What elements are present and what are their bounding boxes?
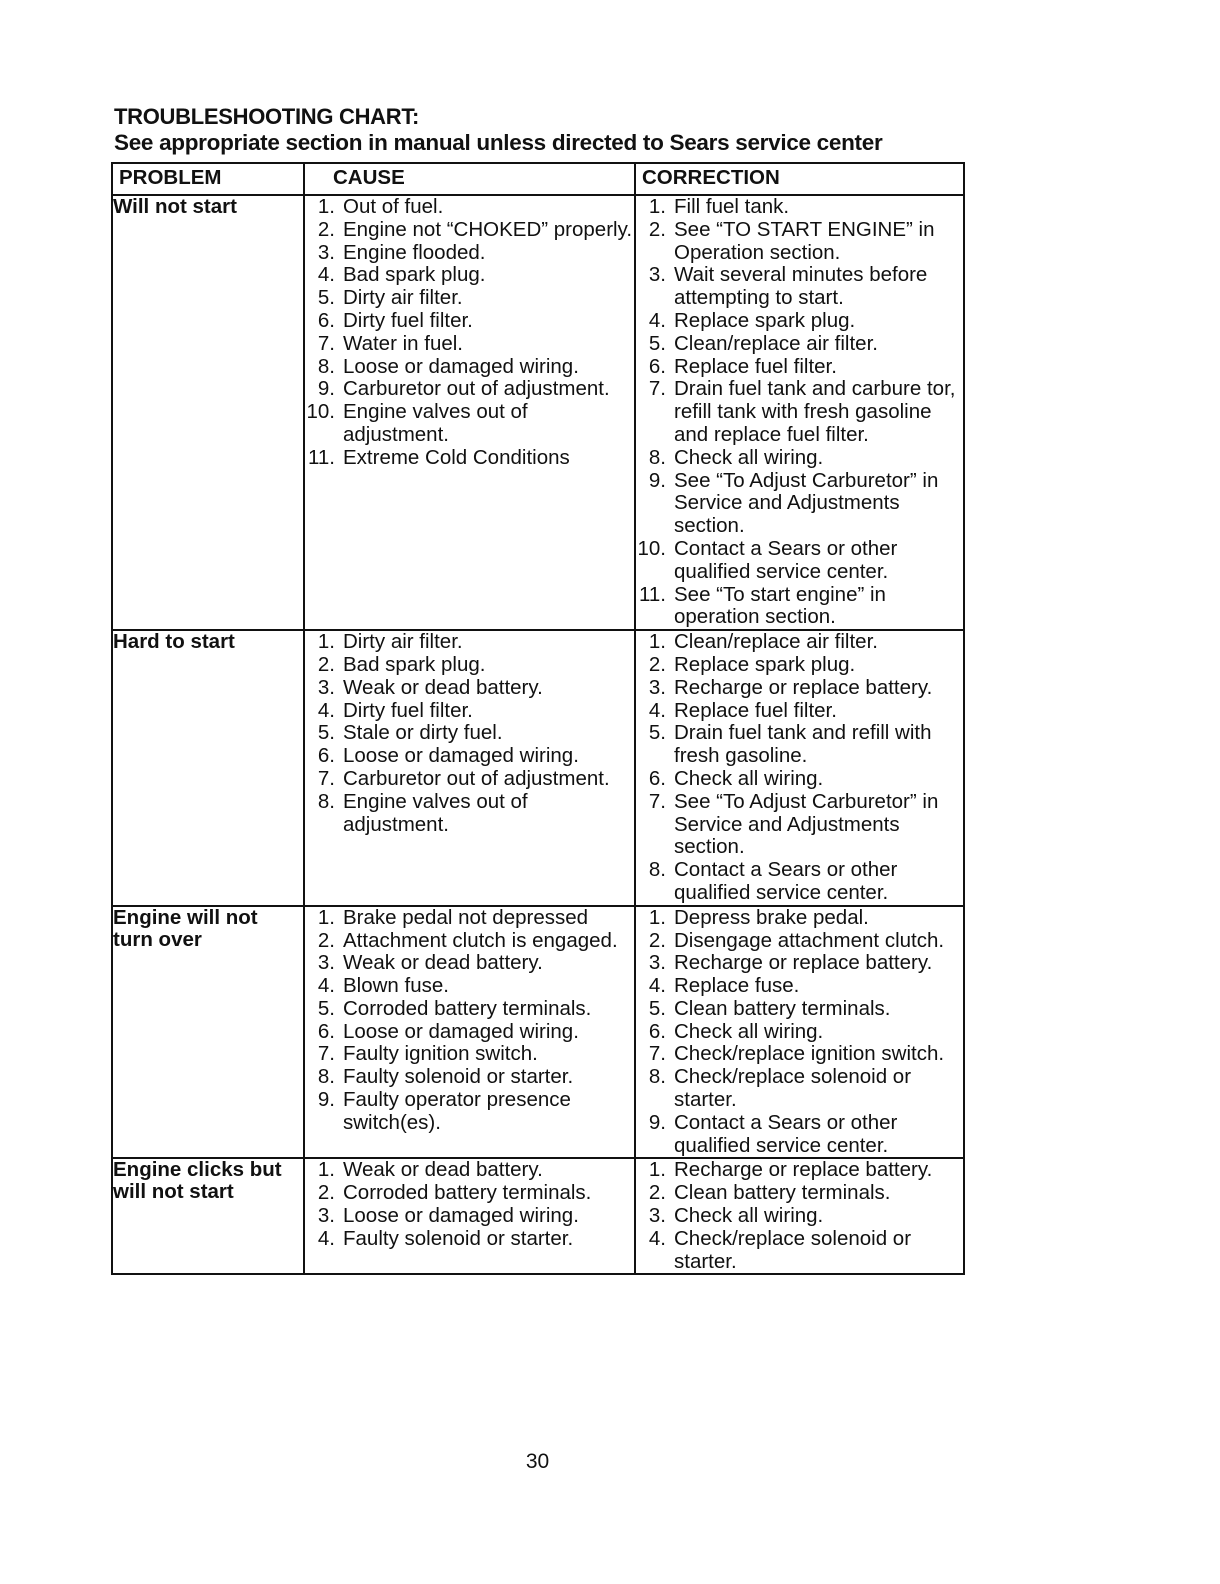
header-cause: CAUSE xyxy=(304,163,635,195)
item-number: 1. xyxy=(648,1158,666,1182)
item-text: Disengage attachment clutch. xyxy=(674,928,945,952)
item-text: Dirty fuel filter. xyxy=(343,698,473,722)
item-number: 6. xyxy=(648,766,666,790)
troubleshooting-table xyxy=(111,162,965,1275)
item-text: Corroded battery terminals. xyxy=(343,996,592,1020)
cause-item xyxy=(305,654,634,677)
item-text: Faulty solenoid or starter. xyxy=(343,1065,574,1089)
cause-item xyxy=(305,791,634,837)
cause-item xyxy=(305,196,634,219)
item-text: Faulty solenoid or starter. xyxy=(343,1226,574,1250)
item-number: 3. xyxy=(317,240,335,264)
problem-cell: Engine clicks but will not start xyxy=(112,1158,304,1274)
item-text: Blown fuse. xyxy=(343,974,449,998)
correction-item xyxy=(636,378,963,446)
correction-item xyxy=(636,1066,963,1112)
item-number: 5. xyxy=(317,286,335,310)
correction-item xyxy=(636,654,963,677)
item-text: Wait several minutes before attempting to start. xyxy=(674,263,928,310)
item-number: 4. xyxy=(648,308,666,332)
correction-item xyxy=(636,1182,963,1205)
chart-heading xyxy=(114,104,882,156)
item-number: 3. xyxy=(317,951,335,975)
item-text: See “To start engine” in operation section. xyxy=(674,582,886,629)
item-number: 5. xyxy=(648,331,666,355)
correction-item xyxy=(636,447,963,470)
item-text: Check all wiring. xyxy=(674,1204,824,1228)
correction-item xyxy=(636,907,963,930)
item-number: 7. xyxy=(317,331,335,355)
item-text: Recharge or replace battery. xyxy=(674,951,933,975)
item-text: Brake pedal not depressed xyxy=(343,905,589,929)
item-text: Faulty ignition switch. xyxy=(343,1042,538,1066)
item-text: Loose or damaged wiring. xyxy=(343,1204,579,1228)
item-text: Fill fuel tank. xyxy=(674,195,790,218)
item-text: Check all wiring. xyxy=(674,766,824,790)
item-number: 2. xyxy=(648,928,666,952)
page-number: 30 xyxy=(525,1450,550,1473)
item-number: 7. xyxy=(317,766,335,790)
item-text: Drain fuel tank and refill with fresh gasoline. xyxy=(674,721,932,768)
cause-item xyxy=(305,356,634,379)
item-text: Depress brake pedal. xyxy=(674,905,869,929)
cause-item xyxy=(305,745,634,768)
item-text: Carburetor out of adjustment. xyxy=(343,377,610,401)
item-number: 10. xyxy=(306,400,335,424)
correction-item xyxy=(636,219,963,265)
header-row xyxy=(112,163,964,195)
correction-item xyxy=(636,722,963,768)
item-number: 3. xyxy=(648,675,666,699)
item-number: 5. xyxy=(648,721,666,745)
correction-item xyxy=(636,1021,963,1044)
cause-item xyxy=(305,998,634,1021)
item-number: 4. xyxy=(648,698,666,722)
item-text: Drain fuel tank and carbure tor, refill tank with fresh gasoline and replace fuel filter. xyxy=(674,377,956,446)
cause-item xyxy=(305,219,634,242)
item-number: 6. xyxy=(648,354,666,378)
item-number: 1. xyxy=(317,630,335,654)
item-text: Check/replace ignition switch. xyxy=(674,1042,945,1066)
item-text: Attachment clutch is engaged. xyxy=(343,928,618,952)
correction-cell xyxy=(635,630,964,906)
item-number: 9. xyxy=(648,1110,666,1134)
item-text: Loose or damaged wiring. xyxy=(343,354,579,378)
item-number: 7. xyxy=(648,1042,666,1066)
item-number: 3. xyxy=(648,951,666,975)
item-text: Recharge or replace battery. xyxy=(674,1158,933,1182)
item-number: 2. xyxy=(648,217,666,241)
item-number: 7. xyxy=(648,789,666,813)
item-number: 3. xyxy=(317,1204,335,1228)
item-text: Out of fuel. xyxy=(343,195,444,218)
item-text: Weak or dead battery. xyxy=(343,951,543,975)
cause-item xyxy=(305,768,634,791)
cause-item xyxy=(305,1066,634,1089)
item-number: 9. xyxy=(317,1088,335,1112)
correction-item xyxy=(636,930,963,953)
correction-cell xyxy=(635,906,964,1159)
cause-item xyxy=(305,287,634,310)
cause-item xyxy=(305,401,634,447)
item-number: 6. xyxy=(648,1019,666,1043)
correction-item xyxy=(636,998,963,1021)
correction-item xyxy=(636,631,963,654)
problem-cell: Hard to start xyxy=(112,630,304,906)
cause-item xyxy=(305,677,634,700)
correction-item xyxy=(636,1205,963,1228)
item-number: 4. xyxy=(648,1226,666,1250)
item-text: Check/replace solenoid or starter. xyxy=(674,1065,912,1112)
item-text: Replace spark plug. xyxy=(674,652,856,676)
item-text: Replace fuel filter. xyxy=(674,354,837,378)
item-number: 1. xyxy=(648,630,666,654)
item-number: 4. xyxy=(317,698,335,722)
item-number: 3. xyxy=(648,263,666,287)
item-text: Check/replace solenoid or starter. xyxy=(674,1226,912,1273)
table-row xyxy=(112,195,964,630)
item-number: 11. xyxy=(308,445,335,469)
item-number: 9. xyxy=(317,377,335,401)
chart-title: TROUBLESHOOTING CHART: xyxy=(114,104,420,129)
correction-item xyxy=(636,1228,963,1274)
item-number: 3. xyxy=(317,675,335,699)
correction-item xyxy=(636,264,963,310)
item-number: 2. xyxy=(317,928,335,952)
item-number: 1. xyxy=(317,905,335,929)
item-number: 8. xyxy=(317,1065,335,1089)
item-text: Weak or dead battery. xyxy=(343,675,543,699)
item-number: 1. xyxy=(317,1158,335,1182)
item-number: 4. xyxy=(317,1226,335,1250)
item-number: 1. xyxy=(317,195,335,218)
item-text: See “To Adjust Carburetor” in Service and Adjustments section. xyxy=(674,468,939,538)
cause-item xyxy=(305,447,634,470)
item-text: Recharge or replace battery. xyxy=(674,675,933,699)
cause-item xyxy=(305,242,634,265)
item-number: 2. xyxy=(317,217,335,241)
item-text: Loose or damaged wiring. xyxy=(343,744,579,768)
correction-cell xyxy=(635,1158,964,1274)
cause-item xyxy=(305,333,634,356)
correction-item xyxy=(636,196,963,219)
item-number: 9. xyxy=(648,468,666,492)
item-number: 5. xyxy=(648,996,666,1020)
cause-item xyxy=(305,1021,634,1044)
item-text: Dirty air filter. xyxy=(343,286,463,310)
item-text: Loose or damaged wiring. xyxy=(343,1019,579,1043)
item-text: Contact a Sears or other qualified service center. xyxy=(674,1110,898,1157)
cause-item xyxy=(305,1043,634,1066)
item-number: 8. xyxy=(317,789,335,813)
correction-item xyxy=(636,1159,963,1182)
cause-item xyxy=(305,378,634,401)
correction-item xyxy=(636,700,963,723)
item-text: Engine valves out of adjustment. xyxy=(343,400,528,446)
table-body xyxy=(112,195,964,1274)
item-text: Carburetor out of adjustment. xyxy=(343,766,610,790)
item-number: 11. xyxy=(639,582,666,606)
item-text: Weak or dead battery. xyxy=(343,1158,543,1182)
item-text: Dirty air filter. xyxy=(343,630,463,654)
correction-item xyxy=(636,1112,963,1158)
correction-item xyxy=(636,859,963,905)
correction-item xyxy=(636,310,963,333)
table-row xyxy=(112,906,964,1159)
item-number: 2. xyxy=(648,1181,666,1205)
item-text: Clean/replace air filter. xyxy=(674,331,878,355)
item-text: Replace fuel filter. xyxy=(674,698,837,722)
cause-item xyxy=(305,722,634,745)
item-text: Contact a Sears or other qualified service center. xyxy=(674,858,898,904)
item-number: 2. xyxy=(317,1181,335,1205)
item-text: Check all wiring. xyxy=(674,1019,824,1043)
item-number: 10. xyxy=(637,536,666,560)
item-text: Clean/replace air filter. xyxy=(674,630,878,654)
item-number: 4. xyxy=(317,974,335,998)
item-number: 1. xyxy=(648,905,666,929)
item-text: Replace spark plug. xyxy=(674,308,856,332)
item-text: See “To Adjust Carburetor” in Service and Adjustments section. xyxy=(674,789,939,859)
item-text: Clean battery terminals. xyxy=(674,996,891,1020)
item-text: Faulty operator presence switch(es). xyxy=(343,1088,571,1134)
item-text: Bad spark plug. xyxy=(343,263,486,287)
item-text: Engine valves out of adjustment. xyxy=(343,789,528,836)
item-number: 3. xyxy=(648,1204,666,1228)
cause-cell xyxy=(304,630,635,906)
chart-subtitle: See appropriate section in manual unless directed to Sears service center xyxy=(114,130,883,155)
header-problem: PROBLEM xyxy=(112,163,304,195)
item-text: Engine flooded. xyxy=(343,240,486,264)
item-number: 4. xyxy=(317,263,335,287)
cause-item xyxy=(305,264,634,287)
cause-cell xyxy=(304,195,635,630)
item-number: 6. xyxy=(317,744,335,768)
correction-item xyxy=(636,470,963,538)
item-text: Engine not “CHOKED” properly. xyxy=(343,217,633,241)
cause-item xyxy=(305,952,634,975)
item-text: Extreme Cold Conditions xyxy=(343,445,570,469)
cause-item xyxy=(305,1205,634,1228)
cause-cell xyxy=(304,1158,635,1274)
table-row xyxy=(112,1158,964,1274)
item-number: 6. xyxy=(317,308,335,332)
item-text: See “TO START ENGINE” in Operation section. xyxy=(674,217,935,264)
item-text: Water in fuel. xyxy=(343,331,464,355)
cause-item xyxy=(305,907,634,930)
cause-cell xyxy=(304,906,635,1159)
correction-item xyxy=(636,768,963,791)
item-number: 8. xyxy=(648,445,666,469)
item-number: 2. xyxy=(317,652,335,676)
correction-item xyxy=(636,333,963,356)
cause-item xyxy=(305,975,634,998)
item-text: Corroded battery terminals. xyxy=(343,1181,592,1205)
correction-item xyxy=(636,538,963,584)
cause-item xyxy=(305,1159,634,1182)
item-number: 5. xyxy=(317,996,335,1020)
item-number: 1. xyxy=(648,195,666,218)
correction-item xyxy=(636,677,963,700)
item-text: Contact a Sears or other qualified service center. xyxy=(674,536,898,583)
item-number: 5. xyxy=(317,721,335,745)
cause-item xyxy=(305,1228,634,1251)
cause-item xyxy=(305,1182,634,1205)
problem-cell: Will not start xyxy=(112,195,304,630)
problem-cell: Engine will not turn over xyxy=(112,906,304,1159)
item-number: 4. xyxy=(648,974,666,998)
item-number: 7. xyxy=(648,377,666,401)
correction-item xyxy=(636,356,963,379)
item-text: Check all wiring. xyxy=(674,445,824,469)
table-row xyxy=(112,630,964,906)
item-text: Clean battery terminals. xyxy=(674,1181,891,1205)
cause-item xyxy=(305,631,634,654)
cause-item xyxy=(305,700,634,723)
item-number: 8. xyxy=(648,1065,666,1089)
cause-item xyxy=(305,310,634,333)
item-text: Replace fuse. xyxy=(674,974,800,998)
correction-cell xyxy=(635,195,964,630)
item-number: 8. xyxy=(317,354,335,378)
correction-item xyxy=(636,975,963,998)
correction-item xyxy=(636,791,963,859)
header-correction: CORRECTION xyxy=(635,163,964,195)
item-number: 2. xyxy=(648,652,666,676)
item-text: Dirty fuel filter. xyxy=(343,308,473,332)
item-number: 7. xyxy=(317,1042,335,1066)
item-text: Stale or dirty fuel. xyxy=(343,721,503,745)
correction-item xyxy=(636,584,963,630)
item-number: 6. xyxy=(317,1019,335,1043)
correction-item xyxy=(636,1043,963,1066)
item-number: 8. xyxy=(648,858,666,882)
cause-item xyxy=(305,930,634,953)
cause-item xyxy=(305,1089,634,1135)
correction-item xyxy=(636,952,963,975)
item-text: Bad spark plug. xyxy=(343,652,486,676)
